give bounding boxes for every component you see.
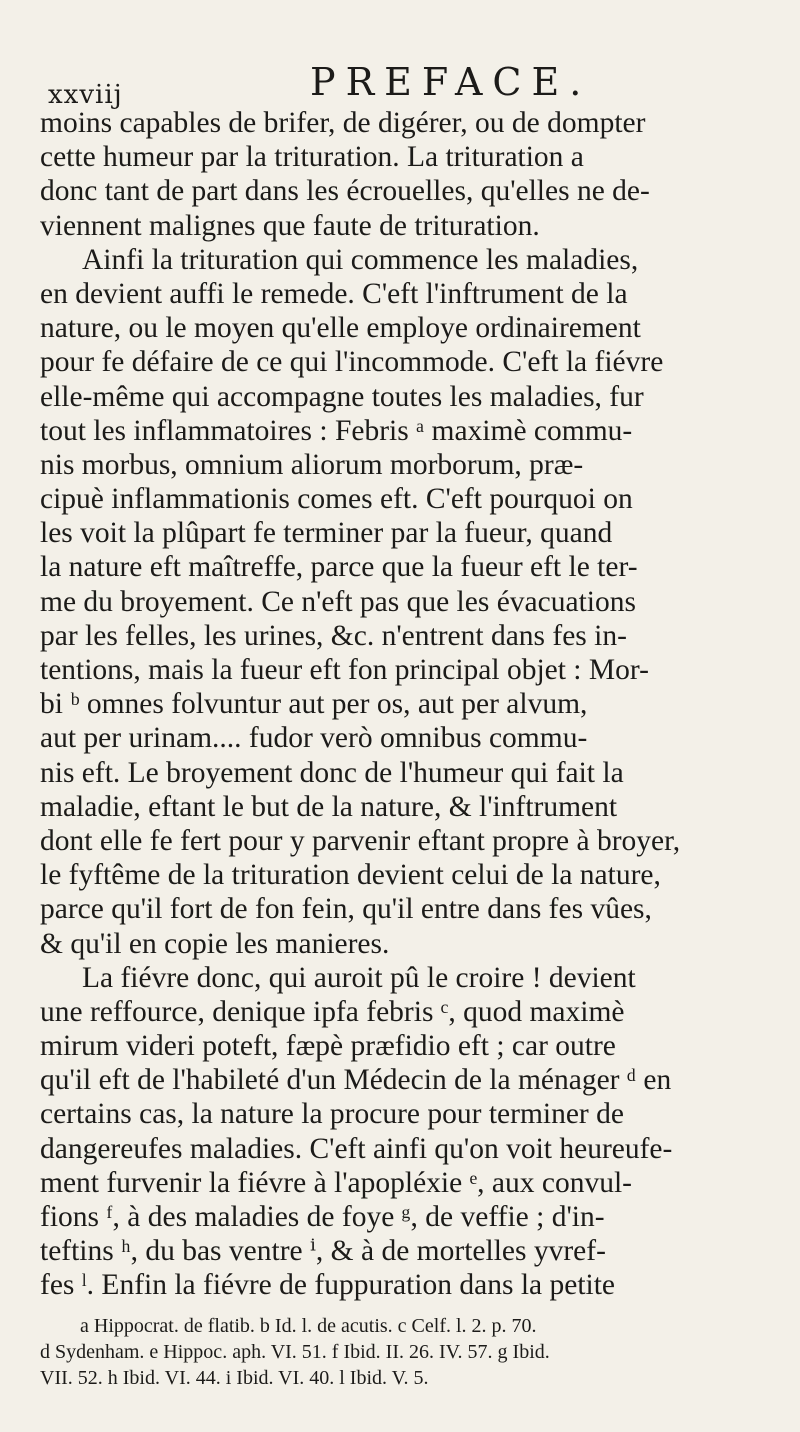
text-line: fes ˡ. Enfin la fiévre de fuppuration dans la petite bbox=[40, 1269, 616, 1302]
body-text bbox=[40, 106, 770, 1303]
footnotes bbox=[40, 1313, 770, 1391]
text-line: en devient auffi le remede. C'eft l'inftrument de la bbox=[40, 277, 628, 310]
text-line: par les felles, les urines, &c. n'entrent dans fes in- bbox=[40, 619, 627, 652]
text-line: tentions, mais la fueur eft fon principal objet : Mor- bbox=[40, 654, 649, 686]
text-line: viennent malignes que faute de trituration. bbox=[40, 209, 540, 242]
text-line: nis morbus, omnium aliorum morborum, præ- bbox=[40, 448, 584, 481]
text-line: fions ᶠ, à des maladies de foye ᵍ, de veffie ; d'in- bbox=[40, 1201, 605, 1233]
text-line: me du broyement. Ce n'eft pas que les évacuations bbox=[40, 585, 636, 618]
text-line: mirum videri poteft, fæpè præfidio eft ; car outre bbox=[40, 1030, 616, 1063]
text-line: bi ᵇ omnes folvuntur aut per os, aut per alvum, bbox=[40, 688, 588, 721]
text-line: maladie, eftant le but de la nature, & l'inftrument bbox=[40, 790, 618, 823]
text-line: cipuè inflammationis comes eft. C'eft pourquoi on bbox=[40, 483, 633, 516]
text-line: les voit la plûpart fe terminer par la fueur, quand bbox=[40, 517, 613, 550]
text-line: pour fe défaire de ce qui l'incommode. C'eft la fiévre bbox=[40, 346, 664, 379]
text-line: teftins ʰ, du bas ventre ⁱ, & à de mortelles yvref- bbox=[40, 1235, 606, 1268]
footnote-line: VII. 52. h Ibid. VI. 44. i Ibid. VI. 40. l Ibid. V. 5. bbox=[40, 1366, 429, 1389]
text-line: cette humeur par la trituration. La trituration a bbox=[40, 141, 584, 174]
text-line: la nature eft maîtreffe, parce que la fueur eft le ter- bbox=[40, 551, 638, 584]
text-line: qu'il eft de l'habileté d'un Médecin de la ménager ᵈ en bbox=[40, 1064, 672, 1097]
text-line: elle-même qui accompagne toutes les maladies, fur bbox=[40, 380, 644, 413]
text-line: une reffource, denique ipfa febris ᶜ, quod maximè bbox=[40, 995, 625, 1028]
text-line: le fyftême de la trituration devient celui de la nature, bbox=[40, 859, 661, 892]
running-head bbox=[40, 60, 770, 112]
footnote-line: d Sydenham. e Hippoc. aph. VI. 51. f Ibid. II. 26. IV. 57. g Ibid. bbox=[40, 1340, 550, 1363]
page-number: xxviij bbox=[48, 80, 123, 110]
text-line: moins capables de brifer, de digérer, ou de dompter bbox=[40, 107, 646, 139]
text-line: parce qu'il fort de fon fein, qu'il entre dans fes vûes, bbox=[40, 893, 652, 926]
text-line: donc tant de part dans les écrouelles, qu'elles ne de- bbox=[40, 175, 650, 208]
text-line: & qu'il en copie les manieres. bbox=[40, 927, 390, 960]
text-line: tout les inflammatoires : Febris ᵃ maximè commu- bbox=[40, 414, 633, 447]
text-line: nature, ou le moyen qu'elle employe ordinairement bbox=[40, 312, 641, 345]
text-line: dangereufes maladies. C'eft ainfi qu'on voit heureufe- bbox=[40, 1132, 673, 1165]
text-line: Ainfi la trituration qui commence les maladies, bbox=[82, 243, 639, 276]
text-line: nis eft. Le broyement donc de l'humeur qui fait la bbox=[40, 756, 624, 789]
text-line: La fiévre donc, qui auroit pû le croire ! devient bbox=[82, 961, 636, 994]
text-line: certains cas, la nature la procure pour terminer de bbox=[40, 1098, 624, 1131]
text-line: aut per urinam.... fudor verò omnibus commu- bbox=[40, 722, 588, 755]
text-line: ment furvenir la fiévre à l'apopléxie ᵉ, aux convul- bbox=[40, 1166, 632, 1199]
page-title: PREFACE. bbox=[310, 60, 592, 104]
text-line: dont elle fe fert pour y parvenir eftant propre à broyer, bbox=[40, 824, 681, 857]
footnote-line: a Hippocrat. de flatib. b Id. l. de acutis. c Celf. l. 2. p. 70. bbox=[80, 1314, 537, 1337]
